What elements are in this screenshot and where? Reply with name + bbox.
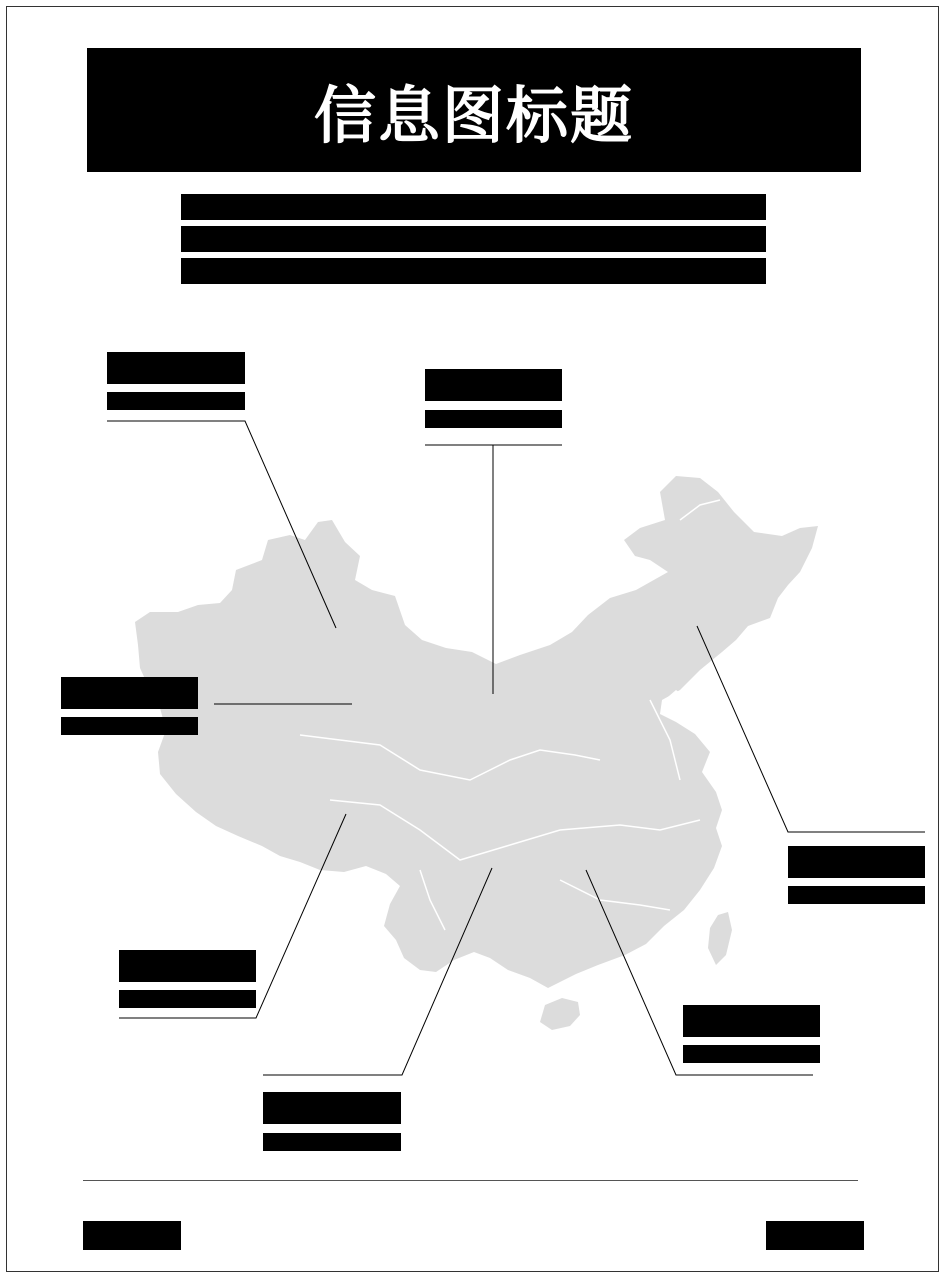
- page-title: 信息图标题: [313, 78, 634, 152]
- footer-right-block: [766, 1221, 864, 1250]
- taiwan-island-shape: [708, 912, 732, 965]
- leader-line-northeast: [697, 626, 925, 832]
- callout-southwest-subtitle: [119, 990, 256, 1008]
- callout-west-subtitle: [61, 717, 198, 735]
- footer-left-block: [83, 1221, 181, 1250]
- callout-southeast-subtitle: [683, 1045, 820, 1063]
- callout-northeast-subtitle: [788, 886, 925, 904]
- callout-south-title: [263, 1092, 401, 1124]
- callout-southwest-title: [119, 950, 256, 982]
- callout-north-subtitle: [425, 410, 562, 428]
- callout-northwest-subtitle: [107, 392, 245, 410]
- hainan-island-shape: [540, 998, 580, 1030]
- callout-northwest-title: [107, 352, 245, 384]
- china-mainland-shape: [135, 476, 818, 988]
- callout-north-title: [425, 369, 562, 401]
- callout-southeast-title: [683, 1005, 820, 1037]
- footer-divider: [83, 1180, 858, 1181]
- callout-west-title: [61, 677, 198, 709]
- callout-northeast-title: [788, 846, 925, 878]
- callout-south-subtitle: [263, 1133, 401, 1151]
